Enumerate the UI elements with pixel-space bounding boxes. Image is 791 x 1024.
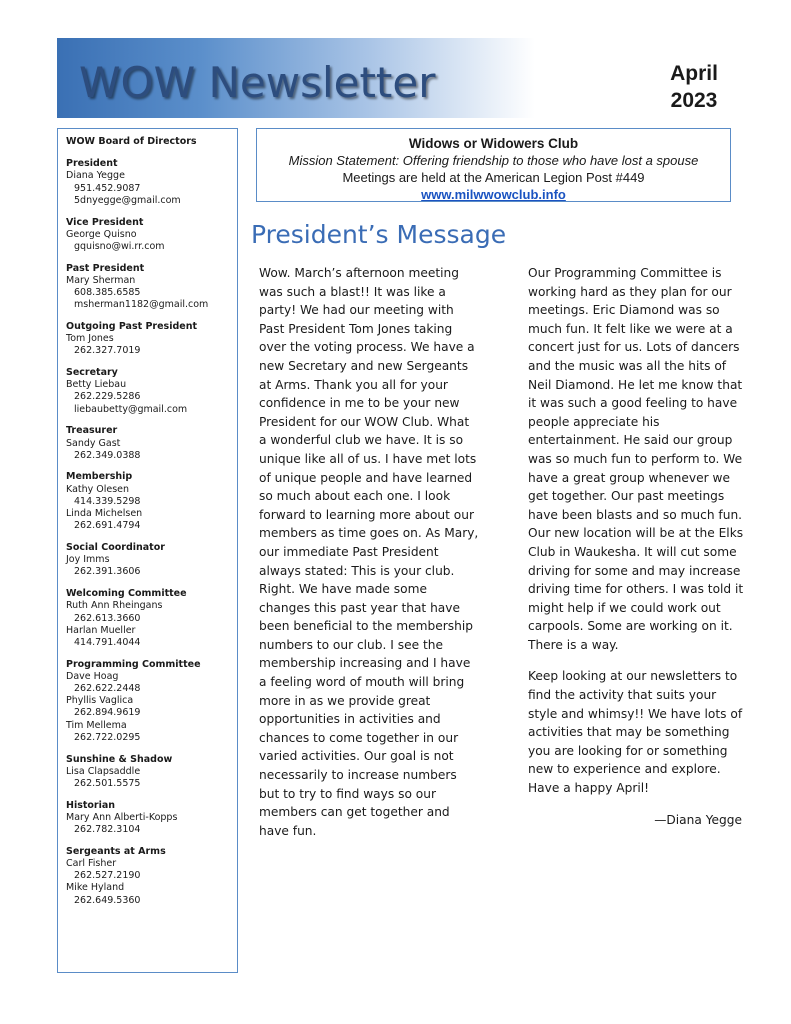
board-role — [66, 754, 231, 791]
role-contact: 262.622.2448 — [74, 683, 141, 695]
board-role — [66, 425, 231, 462]
board-role — [66, 367, 231, 416]
role-contact: 262.613.3660 — [74, 612, 141, 624]
board-role — [66, 158, 231, 207]
role-contact: 262.649.5360 — [74, 894, 141, 906]
board-role — [66, 217, 231, 254]
role-contact: 414.791.4044 — [74, 636, 141, 648]
section-title: President’s Message — [251, 220, 507, 249]
role-contact: msherman1182@gmail.com — [74, 299, 209, 311]
signature: —Diana Yegge — [654, 812, 742, 827]
meeting-location: Meetings are held at the American Legion Post #449 — [342, 170, 645, 185]
role-contact: 262.691.4794 — [74, 520, 141, 532]
role-contact: 262.349.0388 — [74, 449, 141, 461]
role-member: Phyllis Vaglica — [66, 695, 134, 707]
board-role — [66, 800, 231, 837]
role-member: Sandy Gast — [66, 437, 121, 449]
role-contact: 5dnyegge@gmail.com — [74, 194, 181, 206]
role-contact: 262.229.5286 — [74, 391, 141, 403]
role-member: George Quisno — [66, 228, 137, 240]
masthead-banner — [57, 38, 535, 118]
role-title: Treasurer — [66, 425, 118, 437]
mission-statement: Mission Statement: Offering friendship to those who have lost a spouse — [288, 153, 699, 168]
issue-month: April — [670, 62, 718, 85]
role-contact: 262.722.0295 — [74, 731, 141, 743]
board-role — [66, 471, 231, 532]
role-member: Tim Mellema — [66, 719, 127, 731]
role-title: Outgoing Past President — [66, 320, 198, 332]
role-member: Mike Hyland — [66, 882, 125, 894]
role-title: Secretary — [66, 367, 118, 379]
role-title: Sunshine & Shadow — [66, 753, 173, 765]
role-contact: 262.527.2190 — [74, 870, 141, 882]
role-contact: 262.327.7019 — [74, 345, 141, 357]
role-member: Harlan Mueller — [66, 624, 136, 636]
board-of-directors-sidebar — [57, 128, 238, 973]
issue-year: 2023 — [670, 89, 718, 112]
role-member: Ruth Ann Rheingans — [66, 600, 163, 612]
mission-box — [256, 128, 731, 202]
issue-date — [654, 60, 734, 114]
role-title: Sergeants at Arms — [66, 845, 166, 857]
role-title: Historian — [66, 799, 116, 811]
role-member: Mary Sherman — [66, 274, 136, 286]
role-contact: 262.782.3104 — [74, 824, 141, 836]
role-member: Betty Liebau — [66, 379, 127, 391]
role-contact: 951.452.9087 — [74, 182, 141, 194]
role-contact: 262.391.3606 — [74, 566, 141, 578]
role-contact: 608.385.6585 — [74, 287, 141, 299]
board-role — [66, 263, 231, 312]
role-title: Vice President — [66, 216, 144, 228]
role-title: President — [66, 158, 118, 170]
role-contact: liebaubetty@gmail.com — [74, 403, 188, 415]
role-member: Linda Michelsen — [66, 508, 143, 520]
role-member: Mary Ann Alberti-Kopps — [66, 811, 178, 823]
role-member: Diana Yegge — [66, 170, 125, 182]
message-paragraph: Keep looking at our newsletters to find the activity that suits your style and whimsy!! We have lots of activities that may be something you are looking for or something new to experience and explore. Have a happy April! — [528, 669, 743, 796]
board-role — [66, 542, 231, 579]
role-member: Joy Imms — [66, 554, 110, 566]
role-title: Past President — [66, 262, 145, 274]
role-title: Membership — [66, 471, 133, 483]
club-website-link[interactable]: www.milwwowclub.info — [421, 187, 566, 202]
role-member: Tom Jones — [66, 333, 114, 345]
role-contact: 414.339.5298 — [74, 495, 141, 507]
message-paragraph: Wow. March’s afternoon meeting was such a blast!! It was like a party! We had our meeting with Past President Tom Jones taking over the voting process. We have a new Secretary and new Sergeants at Arms. Thank you all for your confidence in me to be your new President for our WOW Club. What a wonderful club we have. It is so unique like all of us. I have met lots of unique people and have learned so much about each one. I look forward to learning more about our members as time goes on. As Mary, our immediate Past President always stated: This is your club. Right. We have made some changes this past year that have been beneficial to the membership numbers to our club. I see the membership increasing and I have a feeling word of mouth will bring more in as we provide great opportunities in activities and chances to come together in our varied activities. Our goal is not necessarily to increase numbers but to try to find ways so our members can get together and have fun. — [259, 266, 479, 838]
role-member: Lisa Clapsaddle — [66, 765, 141, 777]
role-contact: 262.894.9619 — [74, 707, 141, 719]
role-member: Dave Hoag — [66, 670, 119, 682]
board-role — [66, 659, 231, 744]
club-name: Widows or Widowers Club — [408, 136, 579, 151]
role-member: Carl Fisher — [66, 857, 117, 869]
sidebar-heading: WOW Board of Directors — [66, 136, 197, 147]
role-member: Kathy Olesen — [66, 483, 130, 495]
board-role — [66, 588, 231, 649]
board-roles-list — [66, 158, 231, 907]
role-title: Programming Committee — [66, 658, 201, 670]
role-contact: 262.501.5575 — [74, 777, 141, 789]
newsletter-title: WOW Newsletter — [79, 58, 436, 107]
message-column-2 — [528, 264, 748, 829]
message-paragraph: Our Programming Committee is working hard as they plan for our meetings. Eric Diamond was so much fun. It felt like we were at a concert just for us. Lots of dancers and the music was all the hits of Neil Diamond. He let me know that it was such a good feeling to have people appreciate his entertainment. He said our group was so much fun to perform to. We have a great group whenever we get together. Our past meetings have been blasts and so much fun. Our new location will be at the Elks Club in Waukesha. It will cut some driving for some and may increase driving time for others. I was told it might help if we could work out carpools. Some are working on it. There is a way. — [528, 266, 744, 652]
message-column-1 — [259, 264, 479, 853]
role-title: Social Coordinator — [66, 541, 165, 553]
role-contact: gquisno@wi.rr.com — [74, 240, 165, 252]
role-title: Welcoming Committee — [66, 588, 187, 600]
board-role — [66, 846, 231, 907]
board-role — [66, 321, 231, 358]
